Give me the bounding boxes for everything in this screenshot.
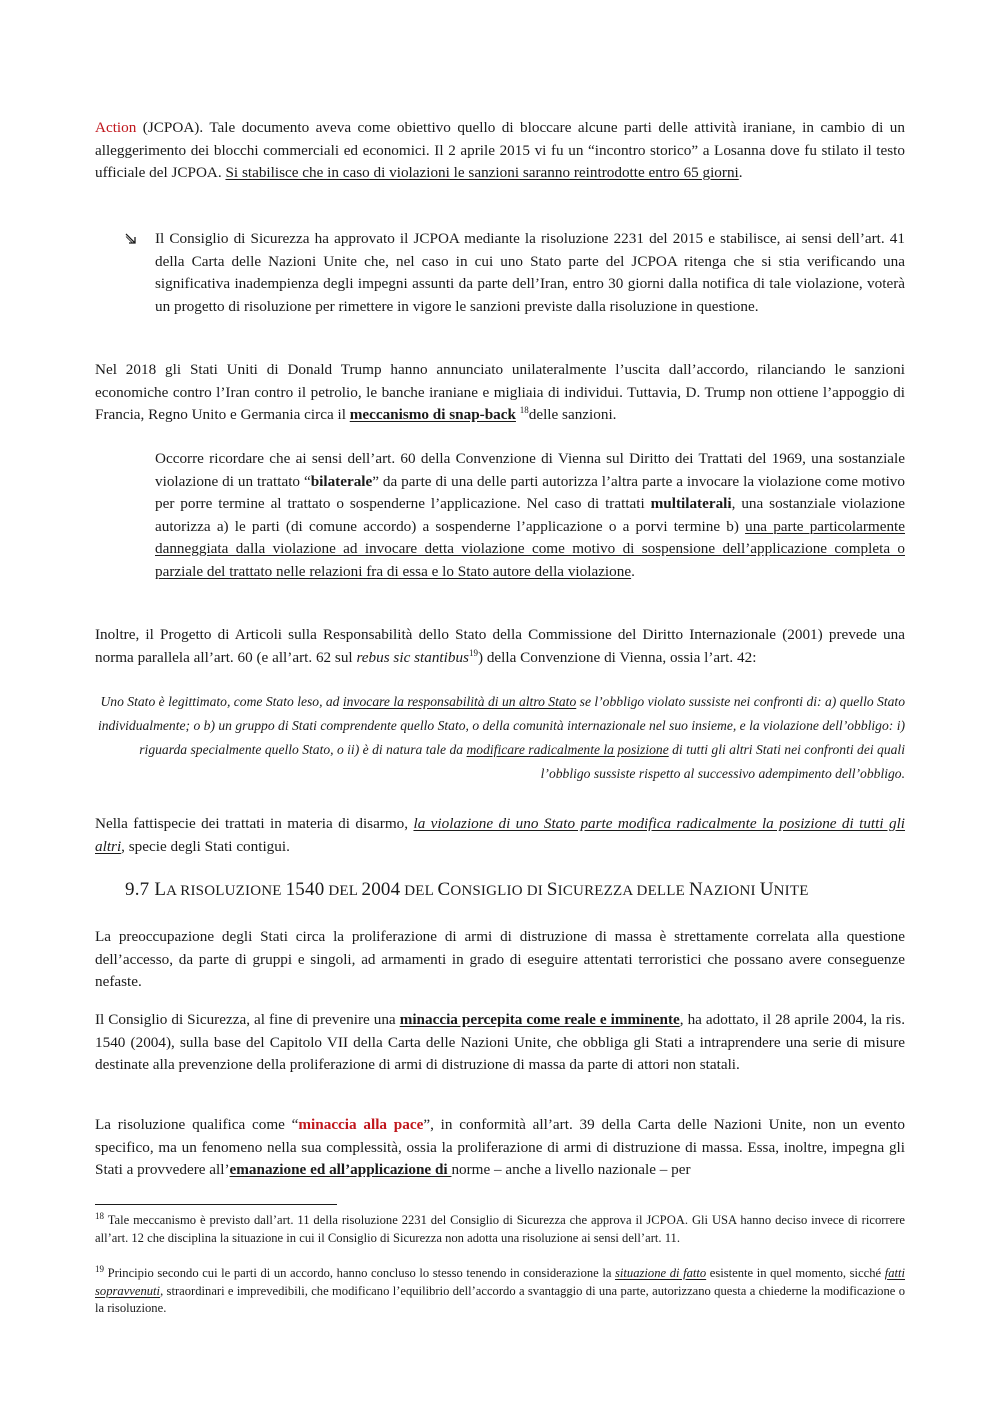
action-red-text: Action	[95, 119, 137, 136]
paragraph-resolution-1540: Il Consiglio di Sicurezza, al fine di prevenire una minaccia percepita come reale e imminente, ha adottato, il 28 aprile 2004, la ris. 1540 (2004), sulla base del Capitolo VII della Carta delle Nazioni Unite, che obbliga gli Stati a intraprendere una serie di misure destinate alla prevenzione della proliferazione di armi di distruzione di massa da parte di attori non statali.	[95, 1011, 905, 1073]
bullet-security-council: Il Consiglio di Sicurezza ha approvato il JCPOA mediante la risoluzione 2231 del 2015 e stabilisce, ai sensi dell’art. 41 della Carta delle Nazioni Unite che, nel caso in cui uno Stato parte del JCPOA ritenga che si stia verificando una significativa inadempienza degli impegni assunti da parte dell’Iran, entro 30 giorni dalla notifica di tale violazione, voterà un progetto di risoluzione per rimettere in vigore le sanzioni previste dalla risoluzione in questione.	[155, 230, 905, 315]
paragraph-trump-2018: Nel 2018 gli Stati Uniti di Donald Trump hanno annunciato unilateralmente l’uscita dall’accordo, rilanciando le sanzioni economiche contro l’Iran contro il petrolio, le banche iraniane e migliaia di individui. Tuttavia, D. Trump non ottiene l’appoggio di Francia, Regno Unito e Germania circa il meccanismo di snap-back $^{18}$delle sanzioni.	[95, 361, 905, 423]
paragraph-jcpoa-intro: Action (JCPOA). Tale documento aveva come obiettivo quello di bloccare alcune parti delle attività iraniane, in cambio di un alleggerimento dei blocchi commerciali ed economici. Il 2 aprile 2015 vi fu un “incontro storico” a Losanna dove fu stilato il testo ufficiale del JCPOA. Si stabilisce che in caso di violazioni le sanzioni saranno reintrodotte entro 65 giorni.	[95, 119, 905, 181]
bilaterale-term: bilaterale	[310, 472, 373, 490]
footnote-ref-18: 18	[519, 404, 529, 415]
multilaterali-term: multilaterali	[650, 495, 732, 512]
injured-party-underlined-text: una parte particolarmente danneggiata dalla violazione ad invocare detta violazione come motivo di sospensione dell’applicazione completa o parziale del trattato nelle relazioni fra di essa e lo Stato autore della violazione	[155, 517, 906, 580]
footnote-ref-19: 19	[468, 647, 478, 658]
sanctions-underlined-text: Si stabilisce che in caso di violazioni le sanzioni saranno reintrodotte entro 65 giorni	[225, 164, 739, 181]
rebus-sic-stantibus-term: rebus sic stantibus	[356, 648, 469, 666]
paragraph-disarmament: Nella fattispecie dei trattati in materia di disarmo, la violazione di uno Stato parte modifica radicalmente la posizione di tutti gli altri, specie degli Stati contigui.	[95, 815, 906, 855]
section-heading-9-7: 9.7 LA RISOLUZIONE 1540 DEL 2004 DEL CONSIGLIO DI SICUREZZA DELLE NAZIONI UNITE	[125, 879, 809, 900]
enactment-term: emanazione ed all’applicazione di	[229, 1161, 452, 1178]
snap-back-term: meccanismo di snap-back	[349, 406, 516, 423]
footnote-18: $^{18}$ Tale meccanismo è previsto dall’art. 11 della risoluzione 2231 del Consiglio di Sicurezza che approva il JCPOA. Gli USA hanno deciso invece di ricorrere all’art. 12 che disciplina la situazione in cui il Consiglio di Sicurezza non adotta una risoluzione ai sensi dell’art. 11.	[95, 1210, 905, 1245]
paragraph-vienna-convention: Occorre ricordare che ai sensi dell’art. 60 della Convenzione di Vienna sul Diritto dei Trattati del 1969, una sostanziale violazione di un trattato “bilaterale” da parte di una delle parti autorizza l’altra parte a invocare la violazione come motivo per porre termine al trattato o sospenderne l’applicazione. Nel caso di trattati multilaterali, una sostanziale violazione autorizza a) le parti (di comune accordo) a sospenderne l’applicazione o a porvi termine b) una parte particolarmente danneggiata dalla violazione ad invocare detta violazione come motivo di sospensione dell’applicazione completa o parziale del trattato nelle relazioni fra di essa e lo Stato autore della violazione.	[155, 450, 906, 580]
paragraph-ilc-articles: Inoltre, il Progetto di Articoli sulla Responsabilità dello Stato della Commissione del Diritto Internazionale (2001) prevede una norma parallela all’art. 60 (e all’art. 62 sul rebus sic stantibus$^{19}$) della Convenzione di Vienna, ossia l’art. 42:	[95, 626, 905, 666]
paragraph-proliferation-concern: La preoccupazione degli Stati circa la proliferazione di armi di distruzione di massa è strettamente correlata alla questione dell’accesso, da parte di gruppi e singoli, ad armamenti in grado di eseguire attentati terroristici che possano avere conseguenze nefaste.	[95, 928, 905, 990]
article-42-quote: Uno Stato è legittimato, come Stato leso, ad invocare la responsabilità di un altro Stato se l’obbligo violato sussiste nei confronti di: a) quello Stato individualmente; o b) un gruppo di Stati comprendente quello Stato, o della comunità internazionale nel suo insieme, e la violazione dell’obbligo: i) riguarda specialmente quello Stato, o ii) è di natura tale da modificare radicalmente la posizione di tutti gli altri Stati nei confronti dei quali l’obbligo sussiste rispetto al successivo adempimento dell’obbligo.	[97, 694, 905, 781]
imminent-threat-term: minaccia percepita come reale e imminente	[399, 1011, 680, 1028]
footnote-separator	[95, 1204, 337, 1205]
paragraph-threat-to-peace: La risoluzione qualifica come “minaccia alla pace”, in conformità all’art. 39 della Carta delle Nazioni Unite, non un evento specifico, ma un fenomeno nella sua complessità, ossia la proliferazione di armi di distruzione di massa. Essa, inoltre, impegna gli Stati a provvedere all’emanazione ed all’applicazione di norme – anche a livello nazionale – per	[95, 1116, 905, 1178]
threat-to-peace-red-text: minaccia alla pace	[298, 1116, 424, 1133]
disarmament-underlined-text: la violazione di uno Stato parte modifica radicalmente la posizione di tutti gli altri	[95, 815, 906, 855]
arrow-down-right-icon	[124, 232, 138, 246]
footnote-19: $^{19}$ Principio secondo cui le parti di un accordo, hanno concluso lo stesso tenendo in considerazione la situazione di fatto esistente in quel momento, sicché fatti sopravvenuti, straordinari e imprevedibili, che modificano l’equilibrio dell’accordo a svantaggio di una parte, autorizzano questa a chiederne la modificazione o la risoluzione.	[95, 1263, 906, 1315]
